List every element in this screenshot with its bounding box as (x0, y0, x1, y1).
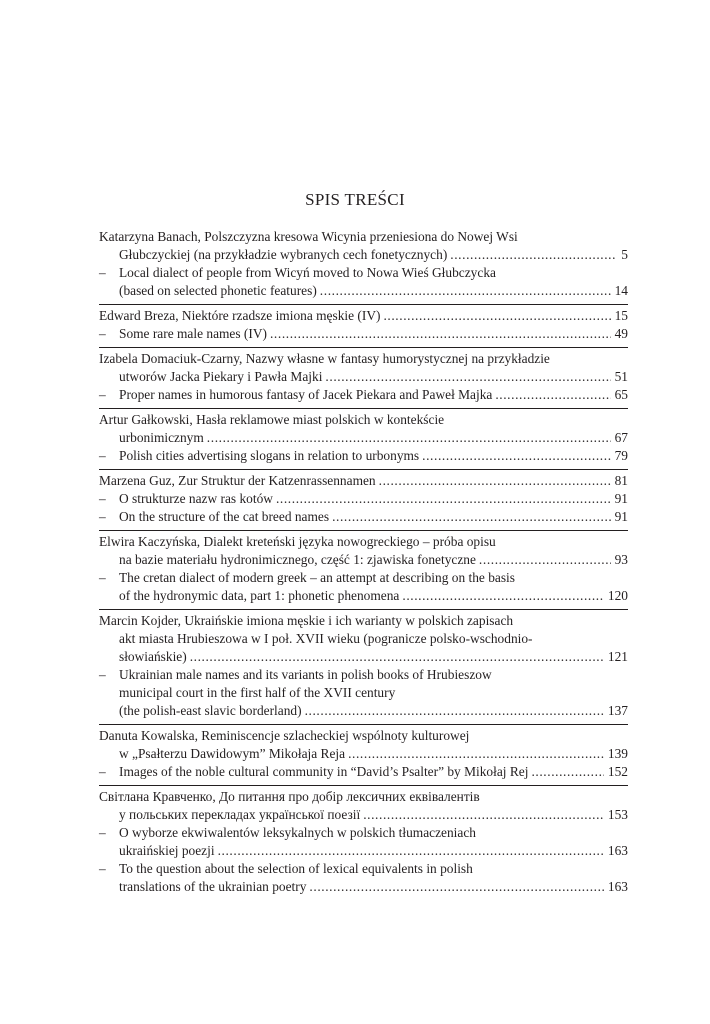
toc-entry (99, 409, 628, 470)
toc-text: (the polish-east slavic borderland) (119, 703, 302, 718)
dot-leader (383, 307, 610, 325)
toc-line (99, 788, 628, 806)
dot-leader (363, 806, 604, 824)
toc-entry (99, 348, 628, 409)
page-number: 91 (614, 491, 628, 506)
toc-entry (99, 470, 628, 531)
table-of-contents (99, 226, 628, 900)
dot-leader (218, 842, 604, 860)
page-number: 49 (614, 326, 628, 341)
toc-text: (based on selected phonetic features) (119, 283, 317, 298)
list-dash: – (99, 326, 106, 341)
toc-text: Artur Gałkowski, Hasła reklamowe miast polskich w kontekście (99, 412, 445, 427)
toc-line (99, 264, 628, 282)
list-dash: – (99, 861, 106, 876)
toc-line (99, 630, 628, 648)
dot-leader (320, 282, 611, 300)
toc-line (99, 386, 628, 404)
toc-text: Світлана Кравченко, До питання про добір лексичних еквівалентів (99, 789, 480, 804)
toc-text: Izabela Domaciuk-Czarny, Nazwy własne w fantasy humorystycznej na przykładzie (99, 351, 550, 366)
toc-line (99, 860, 628, 878)
toc-line (99, 666, 628, 684)
toc-line (99, 350, 628, 368)
dot-leader (332, 508, 611, 526)
page-number: 163 (607, 843, 628, 858)
page-number: 67 (614, 430, 628, 445)
dot-leader (190, 648, 604, 666)
page-number: 93 (614, 552, 628, 567)
dot-leader (270, 325, 611, 343)
toc-line (99, 569, 628, 587)
toc-text: of the hydronymic data, part 1: phonetic phenomena (119, 588, 400, 603)
page-title: SPIS TREŚCI (305, 190, 405, 209)
toc-line (99, 684, 628, 702)
toc-text: na bazie materiału hydronimicznego, część 1: zjawiska fonetyczne (119, 552, 476, 567)
toc-line (99, 878, 628, 896)
toc-line (99, 533, 628, 551)
toc-line (99, 429, 628, 447)
toc-text: Edward Breza, Niektóre rzadsze imiona męskie (IV) (99, 308, 381, 323)
dot-leader (450, 246, 617, 264)
page-number: 81 (614, 473, 628, 488)
page-number: 153 (607, 807, 628, 822)
toc-line (99, 551, 628, 569)
toc-text: O strukturze nazw ras kotów (119, 491, 273, 506)
toc-text: O wyborze ekwiwalentów leksykalnych w polskich tłumaczeniach (119, 825, 476, 840)
toc-text: akt miasta Hrubieszowa w I poł. XVII wieku (pogranicze polsko-wschodnio- (119, 631, 533, 646)
toc-text: Proper names in humorous fantasy of Jacek Piekara and Paweł Majka (119, 387, 493, 402)
toc-entry (99, 610, 628, 725)
toc-line (99, 842, 628, 860)
page-number: 120 (607, 588, 628, 603)
toc-text: Local dialect of people from Wicyń moved to Nowa Wieś Głubczycka (119, 265, 496, 280)
toc-line (99, 472, 628, 490)
page-number: 139 (607, 746, 628, 761)
list-dash: – (99, 265, 106, 280)
toc-line (99, 745, 628, 763)
toc-text: urbonimicznym (119, 430, 204, 445)
page-number: 121 (607, 649, 628, 664)
toc-text: Ukrainian male names and its variants in polish books of Hrubieszow (119, 667, 492, 682)
toc-text: To the question about the selection of lexical equivalents in polish (119, 861, 473, 876)
toc-line (99, 587, 628, 605)
toc-text: słowiańskie) (119, 649, 187, 664)
list-dash: – (99, 667, 106, 682)
page-number: 5 (621, 247, 628, 262)
dot-leader (495, 386, 610, 404)
dot-leader (479, 551, 611, 569)
list-dash: – (99, 764, 106, 779)
toc-text: Danuta Kowalska, Reminiscencje szlacheckiej wspólnoty kulturowej (99, 728, 470, 743)
toc-entry (99, 226, 628, 305)
toc-line (99, 508, 628, 526)
dot-leader (309, 878, 603, 896)
toc-text: municipal court in the first half of the XVII century (119, 685, 396, 700)
toc-text: ukraińskiej poezji (119, 843, 215, 858)
toc-line (99, 702, 628, 720)
toc-line (99, 368, 628, 386)
toc-text: Katarzyna Banach, Polszczyzna kresowa Wicynia przeniesiona do Nowej Wsi (99, 229, 518, 244)
dot-leader (207, 429, 611, 447)
page-number: 79 (614, 448, 628, 463)
dot-leader (348, 745, 604, 763)
toc-line (99, 411, 628, 429)
toc-line (99, 648, 628, 666)
toc-text: Marzena Guz, Zur Struktur der Katzenrassennamen (99, 473, 376, 488)
toc-text: Images of the noble cultural community in “David’s Psalter” by Mikołaj Rej (119, 764, 529, 779)
toc-line (99, 806, 628, 824)
list-dash: – (99, 448, 106, 463)
dot-leader (325, 368, 610, 386)
dot-leader (305, 702, 604, 720)
toc-line (99, 824, 628, 842)
dot-leader (276, 490, 611, 508)
toc-line (99, 490, 628, 508)
page-number: 137 (607, 703, 628, 718)
toc-text: Elwira Kaczyńska, Dialekt kreteński języka nowogreckiego – próba opisu (99, 534, 496, 549)
toc-line (99, 727, 628, 745)
toc-line (99, 447, 628, 465)
dot-leader (379, 472, 611, 490)
toc-text: On the structure of the cat breed names (119, 509, 330, 524)
list-dash: – (99, 825, 106, 840)
list-dash: – (99, 387, 106, 402)
toc-text: w „Psałterzu Dawidowym” Mikołaja Reja (119, 746, 346, 761)
toc-line (99, 325, 628, 343)
page-number: 65 (614, 387, 628, 402)
toc-text: Głubczyckiej (na przykładzie wybranych cech fonetycznych) (119, 247, 448, 262)
toc-text: translations of the ukrainian poetry (119, 879, 307, 894)
dot-leader (402, 587, 604, 605)
page-number: 152 (607, 764, 628, 779)
list-dash: – (99, 509, 106, 524)
toc-line (99, 246, 628, 264)
list-dash: – (99, 491, 106, 506)
toc-text: The cretan dialect of modern greek – an attempt at describing on the basis (119, 570, 515, 585)
page-number: 51 (614, 369, 628, 384)
toc-line (99, 763, 628, 781)
toc-line (99, 307, 628, 325)
dot-leader (531, 763, 603, 781)
toc-line (99, 228, 628, 246)
toc-text: у польських перекладах української поезії (119, 807, 361, 822)
toc-line (99, 282, 628, 300)
page-number: 15 (614, 308, 628, 323)
toc-entry (99, 305, 628, 348)
page-number: 91 (614, 509, 628, 524)
toc-text: utworów Jacka Piekary i Pawła Majki (119, 369, 323, 384)
list-dash: – (99, 570, 106, 585)
toc-entry (99, 531, 628, 610)
toc-text: Some rare male names (IV) (119, 326, 267, 341)
dot-leader (422, 447, 610, 465)
toc-entry (99, 725, 628, 786)
page-number: 163 (607, 879, 628, 894)
toc-text: Polish cities advertising slogans in relation to urbonyms (119, 448, 420, 463)
toc-entry (99, 786, 628, 900)
toc-text: Marcin Kojder, Ukraińskie imiona męskie i ich warianty w polskich zapisach (99, 613, 514, 628)
page-number: 14 (614, 283, 628, 298)
toc-line (99, 612, 628, 630)
